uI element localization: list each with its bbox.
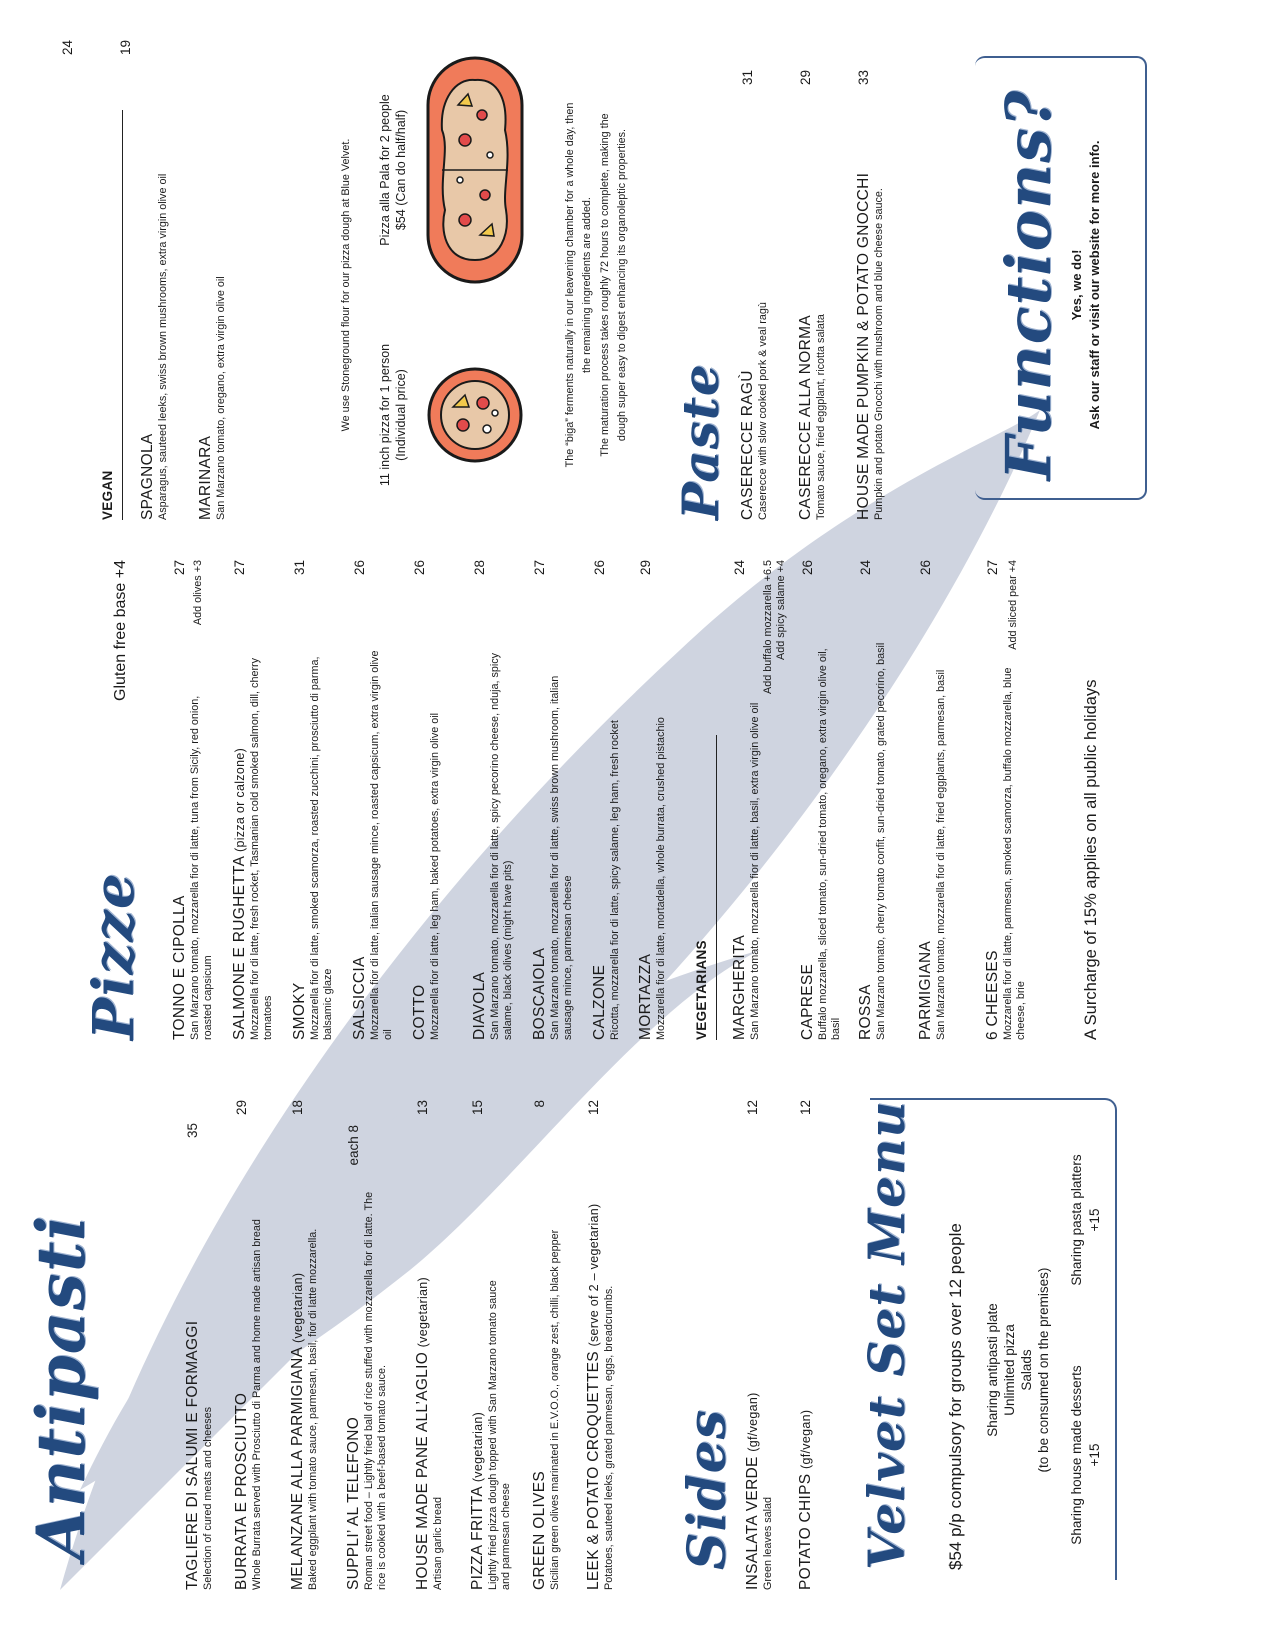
item-price: 15 bbox=[470, 1100, 485, 1116]
gluten-free-note: Gluten free base +4 bbox=[112, 560, 129, 701]
item-name: BURRATA E PROSCIUTTO bbox=[233, 1392, 250, 1590]
item-name: 6 CHEESES bbox=[984, 950, 1001, 1040]
item-price: 12 bbox=[798, 1100, 813, 1116]
item-price: 26 bbox=[412, 560, 427, 576]
item-desc: Baked eggplant with tomato sauce, parmesan, basil, fior di latte mozzarella. bbox=[307, 1228, 320, 1590]
item-price: 27 bbox=[532, 560, 547, 576]
item-name: SALSICCIA bbox=[351, 956, 368, 1040]
vegan-heading: VEGAN bbox=[100, 470, 115, 520]
item-name: ROSSA bbox=[857, 984, 874, 1040]
item-desc: Mozzarella fior di latte, smoked scamorza, roasted zucchini, prosciutto di parma, balsamic glaze bbox=[309, 656, 335, 1040]
set-menu-headline: $54 p/p compulsory for groups over 12 people bbox=[946, 1223, 965, 1570]
item-extra: Add sliced pear +4 bbox=[1007, 560, 1019, 650]
item-note: (vegetarian) bbox=[291, 1272, 305, 1343]
single-pizza-line: (Individual price) bbox=[393, 369, 408, 461]
item-price: 31 bbox=[740, 70, 755, 86]
item-desc: Mozzarella fior di latte, italian sausage mince, roasted capsicum, extra virgin olive oil bbox=[369, 650, 395, 1040]
pizza-item bbox=[411, 560, 442, 1040]
pala-pizza-icon bbox=[420, 50, 530, 290]
item-name: MARINARA bbox=[197, 435, 214, 520]
item-name: DIAVOLA bbox=[471, 971, 488, 1040]
item-name: POTATO CHIPS bbox=[797, 1473, 814, 1590]
functions-text bbox=[1068, 50, 1103, 520]
item-name: HOUSE MADE PANE ALL’AGLIO bbox=[414, 1351, 431, 1590]
functions-line: Ask our staff or visit our website for more info. bbox=[1086, 140, 1102, 430]
item-price: 24 bbox=[732, 560, 747, 576]
pizza-item bbox=[171, 560, 215, 1040]
item-price: 26 bbox=[352, 560, 367, 576]
addon-price: +15 bbox=[1086, 1443, 1102, 1467]
item-name: TONNO E CIPOLLA bbox=[171, 895, 188, 1040]
item-name: CALZONE bbox=[591, 964, 608, 1040]
pala-pizza-line: Pizza alla Pala for 2 people bbox=[378, 94, 392, 246]
item-name: BOSCAIOLA bbox=[531, 947, 548, 1040]
paste-title: Paste bbox=[671, 363, 730, 520]
pizza-item bbox=[799, 560, 843, 1040]
item-note: (vegetarian) bbox=[471, 1411, 485, 1483]
item-desc: Roman street food – Lightly fried ball of rice stuffed with mozzarella fior di latte. The rice is cooked with a beef-based tomato sauce. bbox=[363, 1191, 389, 1590]
vegan-rule bbox=[122, 110, 123, 520]
item-desc: Buffalo mozzarella, sliced tomato, sun-dried tomato, oregano, extra virgin olive oil, basil bbox=[817, 648, 843, 1040]
item-price: 31 bbox=[292, 560, 307, 576]
item-name: INSALATA VERDE bbox=[744, 1456, 761, 1590]
pizza-item bbox=[637, 560, 668, 1040]
item-price: 27 bbox=[172, 560, 187, 576]
item-extra: Add olives +3 bbox=[192, 560, 204, 626]
pala-pizza-line: $54 (Can do half/half) bbox=[393, 109, 408, 231]
item-name: LEEK & POTATO CROQUETTES bbox=[585, 1351, 602, 1590]
item-desc: Selection of cured meats and cheeses bbox=[202, 1406, 215, 1590]
item-name: MORTAZZA bbox=[637, 953, 654, 1040]
item-desc: Potatoes, sauteed leeks, grated parmesan, eggs, breadcrumbs. bbox=[603, 1285, 616, 1590]
set-menu-inclusions bbox=[985, 1250, 1053, 1490]
set-menu-addon-desserts bbox=[1068, 1340, 1103, 1570]
addon-price: +15 bbox=[1086, 1208, 1102, 1232]
biga-line: The “biga” ferments naturally in our leavening chamber for a whole day, then bbox=[564, 102, 576, 468]
addon-label: Sharing pasta platters bbox=[1069, 1154, 1084, 1286]
item-name: TAGLIERE DI SALUMI E FORMAGGI bbox=[184, 1320, 201, 1590]
item-name: SPAGNOLA bbox=[139, 433, 156, 520]
item-name: CAPRESE bbox=[799, 963, 816, 1040]
item-desc: Sicilian green olives marinated in E.V.O.O., orange zest, chilli, black pepper bbox=[549, 1229, 562, 1590]
antipasti-item bbox=[233, 1100, 264, 1590]
antipasti-item bbox=[345, 1125, 389, 1590]
item-price: 26 bbox=[800, 560, 815, 576]
pasta-item bbox=[739, 70, 770, 520]
item-desc: Asparagus, sauteed leeks, swiss brown mushrooms, extra virgin olive oil bbox=[157, 173, 170, 520]
biga-line: the remaining ingredients are added. bbox=[581, 197, 594, 373]
item-note: (vegetarian) bbox=[416, 1277, 430, 1348]
single-pizza-line: 11 inch pizza for 1 person bbox=[378, 343, 392, 487]
pasta-item bbox=[797, 70, 828, 520]
item-price: 26 bbox=[592, 560, 607, 576]
set-menu-line: Sharing antipasti plate bbox=[985, 1303, 1000, 1437]
item-name: HOUSE MADE PUMPKIN & POTATO GNOCCHI bbox=[855, 172, 872, 520]
item-desc: Pumpkin and potato Gnocchi with mushroom and blue cheese sauce. bbox=[873, 188, 886, 520]
antipasti-item bbox=[414, 1100, 445, 1590]
surcharge-note: A Surcharge of 15% applies on all public holidays bbox=[1082, 679, 1100, 1040]
item-price: 27 bbox=[985, 560, 1000, 576]
item-price: 24 bbox=[858, 560, 873, 576]
item-name: MARGHERITA bbox=[731, 934, 748, 1040]
set-menu-line: Unlimited pizza bbox=[1001, 1324, 1017, 1416]
item-price: 29 bbox=[638, 560, 653, 576]
item-price: 12 bbox=[586, 1100, 601, 1116]
pizza-item bbox=[351, 560, 395, 1040]
item-name: PIZZA FRITTA bbox=[469, 1486, 486, 1590]
item-extra: Add spicy salame +4 bbox=[775, 560, 788, 660]
item-desc: San Marzano tomato, mozzarella fior di latte, fried eggplants, parmesan, basil bbox=[935, 669, 948, 1040]
antipasti-title: Antipasti bbox=[22, 1214, 100, 1560]
antipasti-item bbox=[184, 1123, 215, 1590]
item-note: (serve of 2 – vegetarian) bbox=[587, 1203, 601, 1347]
set-menu-line: Salads bbox=[1018, 1349, 1034, 1391]
functions-title: Functions? bbox=[992, 89, 1065, 481]
functions-line: Yes, we do! bbox=[1069, 249, 1084, 321]
item-desc: San Marzano tomato, oregano, extra virgin olive oil bbox=[215, 276, 228, 520]
vegetarians-heading: VEGETARIANS bbox=[694, 940, 709, 1040]
pala-pizza-label bbox=[378, 70, 409, 270]
item-name: MELANZANE ALLA PARMIGIANA bbox=[289, 1347, 306, 1590]
item-price: 12 bbox=[745, 1100, 760, 1116]
item-price: 13 bbox=[415, 1100, 430, 1116]
antipasti-item bbox=[585, 1100, 616, 1590]
item-extra: Add buffalo mozzarella +6.5 bbox=[762, 560, 774, 694]
item-price: 29 bbox=[234, 1100, 249, 1116]
sides-title: Sides bbox=[677, 1408, 738, 1570]
item-note: (gf/vegan) bbox=[746, 1392, 760, 1452]
antipasti-item bbox=[531, 1100, 562, 1590]
pizza-item bbox=[531, 560, 575, 1040]
item-price: 29 bbox=[798, 70, 813, 86]
set-menu-addon-pasta bbox=[1068, 1100, 1103, 1340]
item-extras bbox=[762, 560, 789, 694]
sides-item bbox=[797, 1100, 814, 1590]
item-price: 18 bbox=[290, 1100, 305, 1116]
item-desc: Whole Burrata served with Prosciutto di Parma and home made artisan bread bbox=[251, 1219, 264, 1590]
item-name: SMOKY bbox=[291, 982, 308, 1040]
item-desc: San Marzano tomato, mozzarella fior di latte, basil, extra virgin olive oil bbox=[749, 702, 762, 1040]
item-desc: Tomato sauce, fried eggplant, ricotta salata bbox=[815, 314, 828, 520]
item-price: 26 bbox=[918, 560, 933, 576]
pasta-item bbox=[855, 70, 886, 520]
item-price: each 8 bbox=[346, 1125, 361, 1166]
column-antipasti bbox=[0, 1100, 1275, 1590]
pizza-item bbox=[731, 560, 788, 1040]
item-price: 24 bbox=[60, 40, 75, 56]
vegetarians-rule bbox=[716, 735, 717, 1040]
item-desc: Mozzarella fior di latte, leg ham, baked potatoes, extra virgin olive oil bbox=[429, 712, 442, 1040]
item-desc: Mozzarella fior di latte, parmesan, smoked scamorza, buffalo mozzarella, blue cheese, brie bbox=[1002, 667, 1028, 1040]
antipasti-item bbox=[469, 1100, 513, 1590]
single-pizza-label bbox=[378, 330, 409, 500]
column-vegan-paste bbox=[0, 40, 1275, 520]
addon-label: Sharing house made desserts bbox=[1069, 1365, 1084, 1545]
item-price: 35 bbox=[185, 1123, 200, 1139]
set-menu-title: Velvet Set Menu bbox=[857, 1100, 916, 1570]
biga-line: dough super easy to digest enhancing its organoleptic properties. bbox=[615, 128, 628, 442]
round-pizza-icon bbox=[425, 365, 525, 465]
item-name: SALMONE E RUGHETTA bbox=[231, 856, 248, 1040]
item-price: 33 bbox=[856, 70, 871, 86]
item-desc: San Marzano tomato, mozzarella fior di latte, swiss brown mushroom, italian sausage mince, parmesan cheese bbox=[549, 675, 575, 1040]
item-note: (pizza or calzone) bbox=[233, 747, 247, 852]
item-desc: Green leaves salad bbox=[762, 1496, 775, 1590]
item-name: COTTO bbox=[411, 984, 428, 1040]
item-desc: Artisan garlic bread bbox=[432, 1496, 445, 1590]
item-desc: Ricotta, mozzarella fior di latte, spicy salame, leg ham, fresh rocket bbox=[609, 720, 622, 1040]
item-price: 27 bbox=[232, 560, 247, 576]
item-desc: Mozzarella fior di latte, mortadella, whole burrata, crushed pistachio bbox=[655, 717, 668, 1040]
biga-note bbox=[562, 50, 631, 520]
item-name: GREEN OLIVES bbox=[531, 1470, 548, 1590]
pizza-item bbox=[984, 560, 1028, 1040]
item-price: 28 bbox=[472, 560, 487, 576]
pizza-item bbox=[917, 560, 948, 1040]
pizze-title: Pizze bbox=[81, 872, 147, 1040]
column-pizze bbox=[0, 560, 1275, 1040]
antipasti-item bbox=[289, 1100, 320, 1590]
pizza-item bbox=[231, 560, 275, 1040]
set-menu-line: (to be consumed on the premises) bbox=[1035, 1267, 1051, 1473]
item-price: 8 bbox=[532, 1100, 547, 1108]
item-name: SUPPLI’ AL TELEFONO bbox=[345, 1416, 362, 1590]
item-desc: Caserecce with slow cooked pork & veal ragù bbox=[757, 302, 770, 520]
sides-item bbox=[744, 1100, 775, 1590]
item-name: CASERECCE RAGÙ bbox=[739, 370, 756, 520]
flour-note: We use Stoneground flour for our pizza dough at Blue Velvet. bbox=[340, 138, 352, 432]
pizza-item bbox=[857, 560, 888, 1040]
item-desc: Mozzarella fior di latte, fresh rocket, Tasmanian cold smoked salmon, dill, cherry tomatoes bbox=[249, 657, 275, 1040]
item-desc: San Marzano tomato, cherry tomato confit, sun-dried tomato, grated pecorino, basil bbox=[875, 642, 888, 1040]
item-desc: San Marzano tomato, mozzarella fior di latte, spicy pecorino cheese, nduja, spicy salame, black olives (might have pits) bbox=[489, 652, 515, 1040]
item-desc: Lightly fried pizza dough topped with San Marzano tomato sauce and parmesan cheese bbox=[487, 1280, 513, 1590]
pizza-item bbox=[471, 560, 515, 1040]
item-name: CASERECCE ALLA NORMA bbox=[797, 315, 814, 520]
item-name: PARMIGIANA bbox=[917, 940, 934, 1040]
item-price: 19 bbox=[118, 40, 133, 56]
pizza-item bbox=[291, 560, 335, 1040]
pizza-item bbox=[591, 560, 622, 1040]
item-note: (gf/vegan) bbox=[799, 1409, 813, 1469]
biga-line: The maturation process takes roughly 72 hours to complete, making the bbox=[598, 113, 611, 457]
item-desc: San Marzano tomato, mozzarella fior di latte, tuna from Sicily, red onion, roasted capsicum bbox=[189, 695, 215, 1040]
